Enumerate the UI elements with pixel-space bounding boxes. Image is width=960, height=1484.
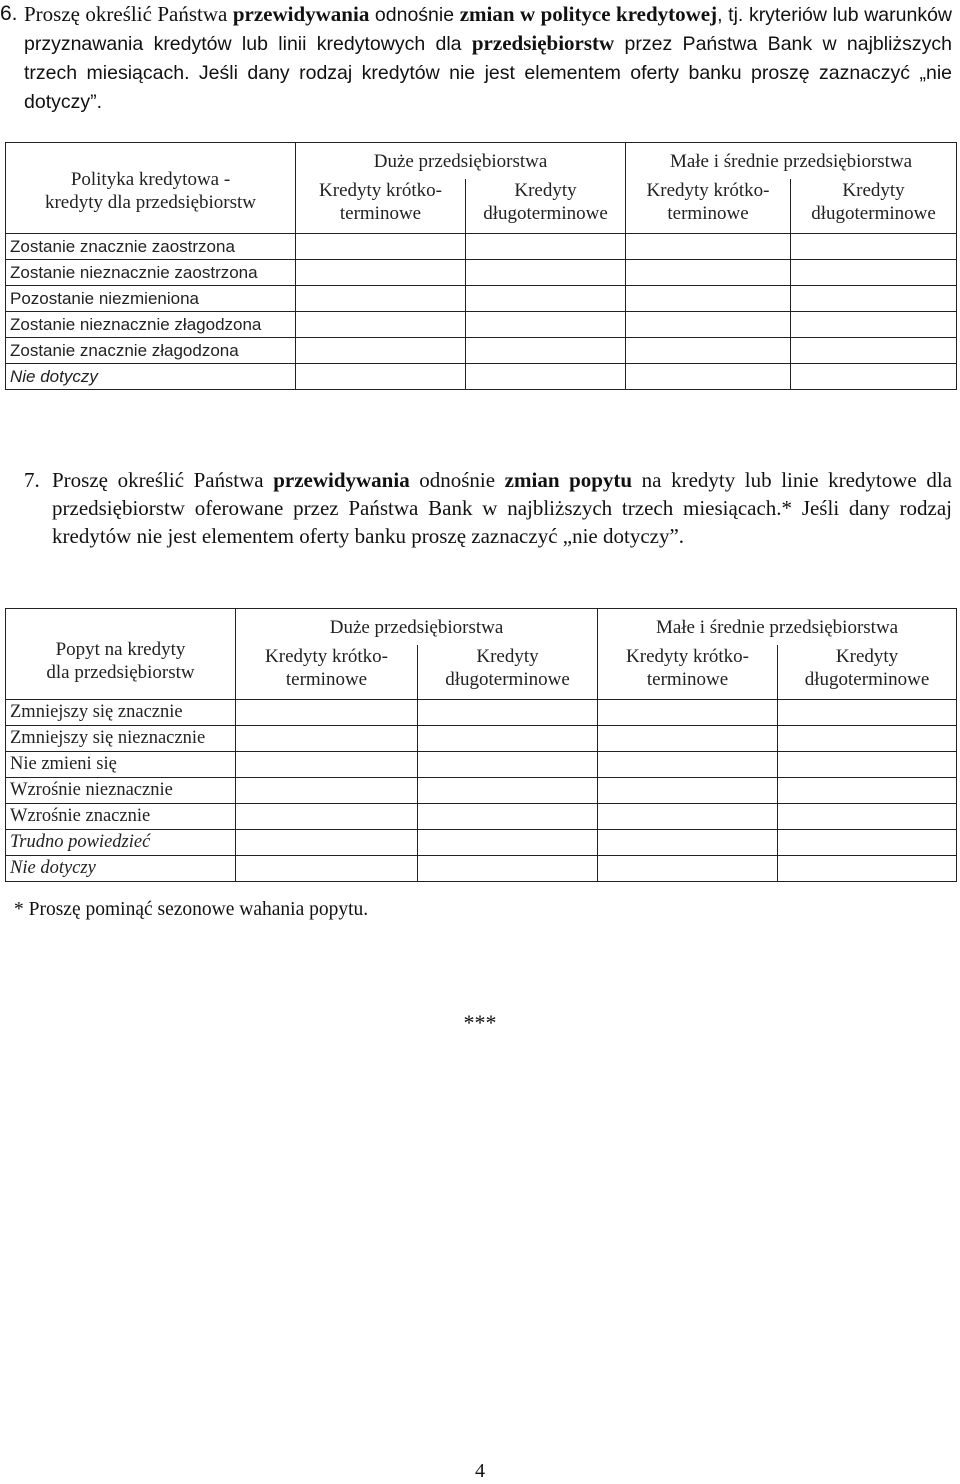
sub-header-short-term: Kredyty krótko-terminowe [296,179,466,234]
answer-cell[interactable] [778,830,957,856]
answer-cell[interactable] [626,260,791,286]
group-header-large: Duże przedsiębiorstwa [296,143,626,180]
option-label: Zmniejszy się nieznacznie [6,726,236,752]
loan-demand-table [5,608,957,882]
answer-cell[interactable] [598,752,778,778]
option-label: Zostanie znacznie złagodzona [6,338,296,364]
sub-header-long-term: Kredyty długoterminowe [418,645,598,700]
answer-cell[interactable] [778,778,957,804]
question-number: 7. [24,468,40,492]
answer-cell[interactable] [466,234,626,260]
answer-cell[interactable] [418,830,598,856]
table-row [6,338,957,364]
question-number: 6. [0,2,18,25]
table-row [6,234,957,260]
answer-cell[interactable] [466,312,626,338]
sub-header-short-term: Kredyty krótko-terminowe [626,179,791,234]
option-label: Pozostanie niezmieniona [6,286,296,312]
option-label: Zostanie nieznacznie zaostrzona [6,260,296,286]
answer-cell[interactable] [418,752,598,778]
answer-cell[interactable] [236,856,418,882]
question-text: Proszę określić Państwa [52,468,274,492]
answer-cell[interactable] [418,726,598,752]
answer-cell[interactable] [466,260,626,286]
answer-cell[interactable] [778,700,957,726]
answer-cell[interactable] [626,338,791,364]
answer-cell[interactable] [296,260,466,286]
answer-cell[interactable] [296,234,466,260]
question-text: , tj. kryteriów lub warunków przyznawania kredytów lub linii kredytowych dla [24,4,952,55]
answer-cell[interactable] [236,778,418,804]
answer-cell[interactable] [418,804,598,830]
row-header-line: dla przedsiębiorstw [46,662,195,683]
answer-cell[interactable] [791,286,957,312]
option-label: Zostanie nieznacznie złagodzona [6,312,296,338]
row-header-line: kredyty dla przedsiębiorstw [44,192,257,213]
answer-cell[interactable] [418,856,598,882]
row-header [6,143,296,234]
option-label: Wzrośnie nieznacznie [6,778,236,804]
answer-cell[interactable] [791,260,957,286]
option-label: Wzrośnie znacznie [6,804,236,830]
table-row [6,260,957,286]
credit-policy-table [5,142,957,390]
answer-cell[interactable] [778,804,957,830]
option-label: Zostanie znacznie zaostrzona [6,234,296,260]
answer-cell[interactable] [626,286,791,312]
question-text: przez Państwa Bank w najbliższych trzech miesiącach. Jeśli dany rodzaj kredytów nie jest elementem oferty banku proszę zaznaczyć „nie dotyczy”. [24,33,953,113]
answer-cell[interactable] [778,726,957,752]
answer-cell[interactable] [418,778,598,804]
question-text: na kredyty lub linie kredytowe dla przedsiębiorstw oferowane przez Państwa Bank w najbliższych trzech miesiącach.* Jeśli dany rodzaj kredytów nie jest elementem oferty banku proszę zaznaczyć „nie dotyczy”. [52,468,952,548]
question-text: odnośnie [409,468,505,492]
question-emphasis: przedsiębiorstw [471,31,615,55]
question-text: Proszę określić Państwa [24,2,233,26]
row-header-line: Popyt na kredyty [55,639,186,660]
answer-cell[interactable] [296,286,466,312]
answer-cell[interactable] [466,286,626,312]
question-6 [0,0,953,116]
answer-cell[interactable] [626,312,791,338]
table-row [6,726,957,752]
answer-cell[interactable] [598,778,778,804]
row-header-line: Polityka kredytowa - [70,169,231,190]
table-row [6,856,957,882]
table-row [6,830,957,856]
page-number: 4 [475,1460,485,1482]
option-label: Trudno powiedzieć [6,830,236,856]
table-row [6,778,957,804]
answer-cell[interactable] [236,752,418,778]
answer-cell[interactable] [296,312,466,338]
table-row [6,700,957,726]
answer-cell[interactable] [236,700,418,726]
question-text: odnośnie [369,4,460,26]
footnote: * Proszę pominąć sezonowe wahania popytu. [14,899,369,920]
answer-cell[interactable] [598,830,778,856]
answer-cell[interactable] [418,700,598,726]
answer-cell[interactable] [236,830,418,856]
table-row [6,804,957,830]
question-emphasis: zmian popytu [504,468,633,492]
answer-cell[interactable] [791,234,957,260]
answer-cell[interactable] [598,856,778,882]
answer-cell[interactable] [626,364,791,390]
option-label: Nie dotyczy [6,856,236,882]
answer-cell[interactable] [778,752,957,778]
answer-cell[interactable] [466,364,626,390]
question-7 [24,466,952,550]
answer-cell[interactable] [296,338,466,364]
group-header-sme: Małe i średnie przedsiębiorstwa [626,143,957,180]
answer-cell[interactable] [598,726,778,752]
group-header-large: Duże przedsiębiorstwa [236,609,598,646]
table-row [6,286,957,312]
table-row [6,312,957,338]
table-row [6,364,957,390]
answer-cell[interactable] [296,364,466,390]
sub-header-short-term: Kredyty krótko-terminowe [598,645,778,700]
answer-cell[interactable] [626,234,791,260]
answer-cell[interactable] [236,726,418,752]
option-label: Nie zmieni się [6,752,236,778]
answer-cell[interactable] [778,856,957,882]
answer-cell[interactable] [598,804,778,830]
question-emphasis: przewidywania [273,468,410,492]
answer-cell[interactable] [791,364,957,390]
answer-cell[interactable] [598,700,778,726]
option-label: Zmniejszy się znacznie [6,700,236,726]
sub-header-long-term: Kredyty długoterminowe [466,179,626,234]
sub-header-long-term: Kredyty długoterminowe [791,179,957,234]
question-emphasis: przewidywania [232,2,370,26]
answer-cell[interactable] [791,338,957,364]
sub-header-short-term: Kredyty krótko-terminowe [236,645,418,700]
answer-cell[interactable] [466,338,626,364]
answer-cell[interactable] [236,804,418,830]
question-emphasis: zmian w polityce kredytowej [459,2,718,26]
answer-cell[interactable] [791,312,957,338]
section-separator: *** [463,1010,497,1035]
row-header [6,609,236,700]
group-header-sme: Małe i średnie przedsiębiorstwa [598,609,957,646]
table-row [6,752,957,778]
sub-header-long-term: Kredyty długoterminowe [778,645,957,700]
option-label: Nie dotyczy [6,364,296,390]
